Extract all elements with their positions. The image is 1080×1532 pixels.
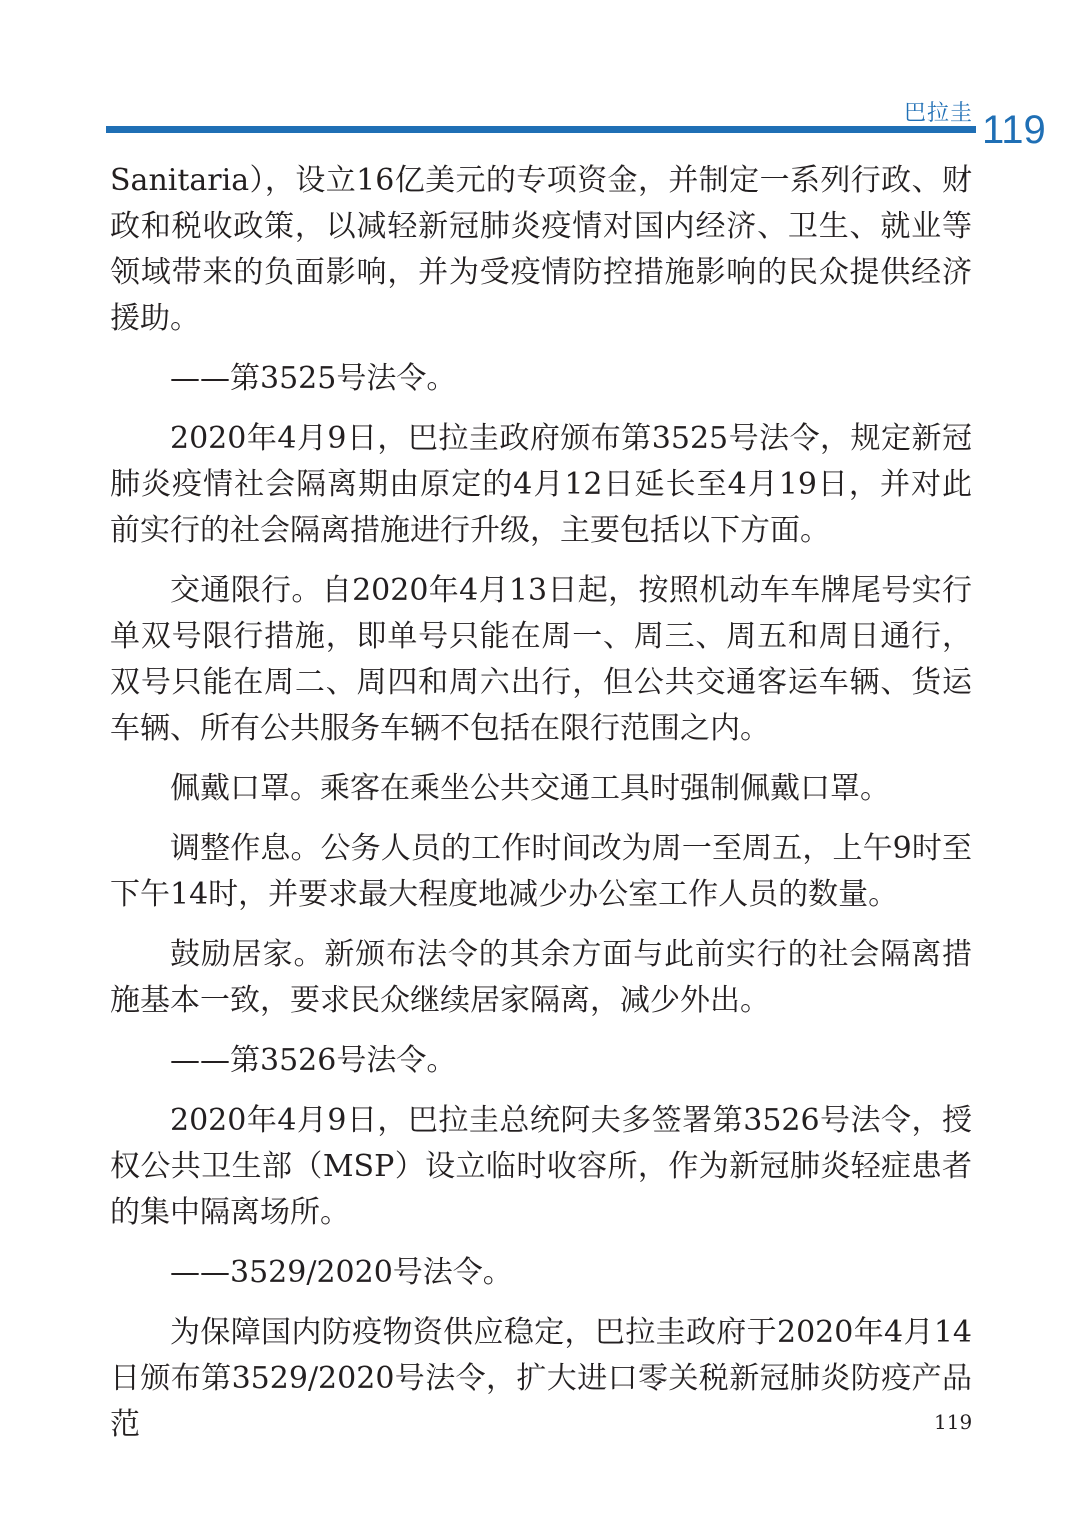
paragraph: 交通限行。自2020年4月13日起，按照机动车车牌尾号实行单双号限行措施，即单号只能在周一、周三、周五和周日通行，双号只能在周二、周四和周六出行，但公共交通客运车辆、货运车辆、所有公共服务车辆不包括在限行范围之内。 [110,573,972,746]
paragraph: 佩戴口罩。乘客在乘坐公共交通工具时强制佩戴口罩。 [170,771,890,806]
paragraph: 调整作息。公务人员的工作时间改为周一至周五，上午9时至下午14时，并要求最大程度地减少办公室工作人员的数量。 [110,831,972,912]
header-page-number: 119 [982,108,1046,152]
decree-heading: ——第3525号法令。 [170,361,457,396]
paragraph: Sanitaria），设立16亿美元的专项资金，并制定一系列行政、财政和税收政策，以减轻新冠肺炎疫情对国内经济、卫生、就业等领域带来的负面影响，并为受疫情防控措施影响的民众提供经济援助。 [110,163,972,336]
header-rule [106,126,976,133]
decree-heading: ——3529/2020号法令。 [170,1255,513,1290]
paragraph: 鼓励居家。新颁布法令的其余方面与此前实行的社会隔离措施基本一致，要求民众继续居家隔离，减少外出。 [110,937,972,1018]
body-text [110,158,972,1462]
footer-page-number: 119 [934,1410,973,1434]
paragraph: 2020年4月9日，巴拉圭总统阿夫多签署第3526号法令，授权公共卫生部（MSP）设立临时收容所，作为新冠肺炎轻症患者的集中隔离场所。 [110,1103,972,1230]
paragraph: 为保障国内防疫物资供应稳定，巴拉圭政府于2020年4月14日颁布第3529/2020号法令，扩大进口零关税新冠肺炎防疫产品范 [110,1315,972,1442]
decree-heading: ——第3526号法令。 [170,1043,457,1078]
paragraph: 2020年4月9日，巴拉圭政府颁布第3525号法令，规定新冠肺炎疫情社会隔离期由原定的4月12日延长至4月19日，并对此前实行的社会隔离措施进行升级，主要包括以下方面。 [110,421,972,548]
header-section-title: 巴拉圭 [904,101,974,126]
